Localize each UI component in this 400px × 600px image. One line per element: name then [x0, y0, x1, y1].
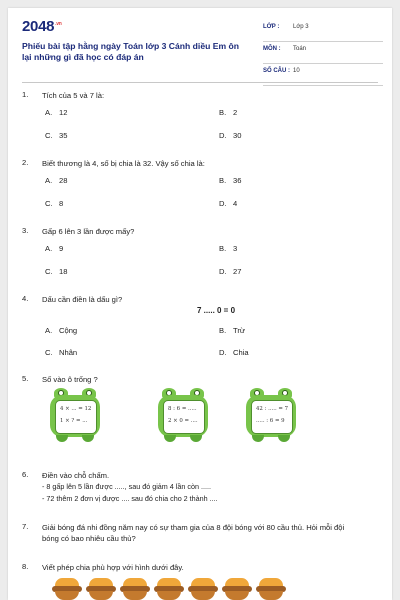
worksheet-title: Phiếu bài tập hằng ngày Toán lớp 3 Cánh diều Em ôn lại những gì đã học có đáp án [22, 41, 239, 62]
question-3: 3. Gấp 6 lên 3 lần được mấy? A. 9 B. 3 C. 18 D. 27 [22, 226, 242, 276]
option-b[interactable]: B. Trừ [219, 326, 245, 335]
option-b[interactable]: B. 2 [219, 108, 238, 117]
question-1: 1. Tích của 5 và 7 là: A. 12 B. 2 C. 35 D. 30 [22, 90, 242, 140]
option-a[interactable]: A. 28 [45, 176, 68, 185]
meta-row-grade: LỚP : Lớp 3 [263, 20, 383, 42]
option-d[interactable]: D. 4 [219, 199, 238, 208]
fruit-basket-icon [256, 578, 286, 600]
option-a[interactable]: A. 9 [45, 244, 64, 253]
fill-line-1: - 8 gấp lên 5 lần được ....., sau đó giảm 4 lần còn ..... [42, 482, 211, 491]
option-c[interactable]: C. Nhân [45, 348, 78, 357]
question-6: 6. Điền vào chỗ chấm. - 8 gấp lên 5 lần được ....., sau đó giảm 4 lần còn ..... - 72 thêm 2 đơn vị được .... sau đó chia cho 2 thành .... [22, 470, 218, 503]
option-a[interactable]: A. Cộng [45, 326, 78, 335]
math-board: 4 × ... = 12 1 × ? = ... [55, 400, 97, 434]
frog-card-1 [50, 388, 100, 444]
option-c[interactable]: C. 8 [45, 199, 64, 208]
meta-row-subject: MÔN : Toán [263, 42, 383, 64]
fill-line-2: - 72 thêm 2 đơn vị được .... sau đó chia cho 2 thành .... [42, 494, 218, 503]
frog-card-2 [158, 388, 208, 444]
fruit-basket-icon [52, 578, 82, 600]
option-d[interactable]: D. Chia [219, 348, 249, 357]
worksheet [8, 8, 392, 600]
fruit-basket-icon [188, 578, 218, 600]
option-c[interactable]: C. 18 [45, 267, 68, 276]
option-d[interactable]: D. 30 [219, 131, 242, 140]
question-8: 8. Viết phép chia phù hợp với hình dưới đây. [22, 562, 184, 572]
question-5: 5. Số vào ô trống ? 4 × ... = 12 1 × ? = ... 8 : 6 = ..... 2 × 0 = .... 42 : ..... = 7 ..... : 6 = 9 [22, 374, 378, 454]
frog-card-3 [246, 388, 296, 444]
header-divider [22, 82, 378, 83]
math-board: 42 : ..... = 7 ..... : 6 = 9 [251, 400, 293, 434]
math-board: 8 : 6 = ..... 2 × 0 = .... [163, 400, 205, 434]
fruit-basket-icon [86, 578, 116, 600]
meta-table [263, 20, 383, 86]
fruit-basket-icon [120, 578, 150, 600]
meta-row-count: SỐ CÂU : 10 [263, 64, 383, 86]
option-a[interactable]: A. 12 [45, 108, 68, 117]
fruit-basket-icon [154, 578, 184, 600]
question-7: 7. Giải bóng đá nhi đồng năm nay có sự tham gia của 8 đội bóng với 80 cầu thủ. Hỏi mỗi đội bóng có bao nhiêu cầu thủ? [22, 522, 345, 543]
site-logo[interactable]: $2048^{.vn}$ [22, 18, 62, 35]
question-2: 2. Biết thương là 4, số bị chia là 32. Vậy số chia là: A. 28 B. 36 C. 8 D. 4 [22, 158, 242, 208]
fruit-basket-icon [222, 578, 252, 600]
option-b[interactable]: B. 36 [219, 176, 242, 185]
option-d[interactable]: D. 27 [219, 267, 242, 276]
option-c[interactable]: C. 35 [45, 131, 68, 140]
question-4: 4. Dấu cần điền là dấu gì? 7 ..... 0 = 0 A. Cộng B. Trừ C. Nhân D. Chia [22, 294, 249, 357]
equation: 7 ..... 0 = 0 [197, 306, 236, 315]
option-b[interactable]: B. 3 [219, 244, 238, 253]
